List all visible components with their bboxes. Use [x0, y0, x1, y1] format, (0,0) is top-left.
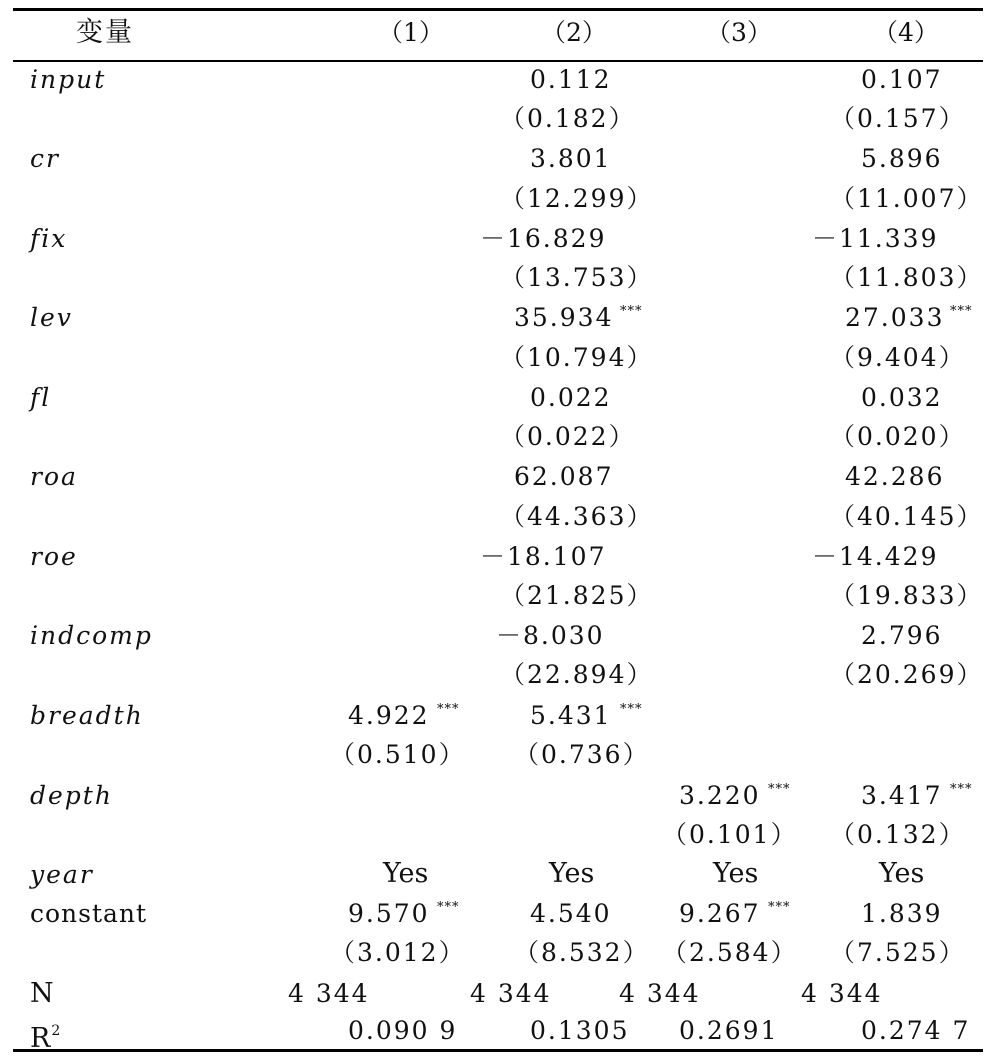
row-label-depth: depth	[30, 781, 113, 810]
input-c4: 0.107	[861, 65, 943, 94]
r2-c1: 0.090 9	[348, 1016, 458, 1045]
header-col-4: （4）	[873, 18, 939, 47]
input-c2-se: （0.182）	[500, 104, 636, 133]
year-c1: Yes	[383, 858, 429, 889]
breadth-c1: 4.922	[348, 701, 430, 730]
r2-c3: 0.2691	[679, 1016, 779, 1045]
row-label-year: year	[30, 860, 94, 889]
constant-c1-stars: ***	[437, 900, 460, 915]
roa-c2-se: （44.363）	[500, 502, 654, 531]
lev-c4: 27.033	[845, 303, 945, 332]
fl-c2: 0.022	[530, 383, 612, 412]
fix-c2-se: （13.753）	[500, 263, 654, 292]
top-rule	[13, 8, 983, 11]
row-label-input: input	[30, 65, 107, 94]
roa-c4: 42.286	[845, 462, 945, 491]
year-c4: Yes	[879, 858, 925, 889]
depth-c4: 3.417	[861, 781, 943, 810]
header-col-3: （3）	[706, 18, 772, 47]
fl-c4: 0.032	[861, 383, 943, 412]
fl-c4-se: （0.020）	[830, 422, 966, 451]
n-c4: 4 344	[801, 979, 883, 1008]
year-c3: Yes	[713, 858, 759, 889]
lev-c2: 35.934	[514, 303, 614, 332]
indcomp-c4: 2.796	[861, 621, 943, 650]
n-c2: 4 344	[470, 979, 552, 1008]
lev-c4-se: （9.404）	[830, 343, 966, 372]
r2-superscript: 2	[51, 1023, 61, 1039]
input-c4-se: （0.157）	[830, 104, 966, 133]
breadth-c1-stars: ***	[437, 702, 460, 717]
lev-c2-se: （10.794）	[500, 343, 654, 372]
input-c2: 0.112	[530, 65, 612, 94]
depth-c3-stars: ***	[768, 782, 791, 797]
constant-c3-se: （2.584）	[662, 938, 798, 967]
breadth-c2-se: （0.736）	[514, 740, 650, 769]
row-label-roe: roe	[30, 542, 78, 571]
row-label-fix: fix	[30, 224, 68, 253]
fix-c2: －16.829	[480, 224, 607, 253]
depth-c4-stars: ***	[950, 782, 973, 797]
lev-c2-stars: ***	[620, 304, 643, 319]
constant-c3-stars: ***	[768, 900, 791, 915]
constant-c2-se: （8.532）	[514, 938, 650, 967]
roe-c4-se: （19.833）	[830, 581, 984, 610]
header-col-2: （2）	[541, 18, 607, 47]
row-label-fl: fl	[30, 383, 52, 412]
row-label-breadth: breadth	[30, 701, 144, 730]
cr-c2-se: （12.299）	[500, 184, 654, 213]
roa-c4-se: （40.145）	[830, 502, 984, 531]
row-label-constant: constant	[30, 899, 148, 928]
header-rule	[13, 60, 983, 62]
breadth-c1-se: （0.510）	[330, 740, 466, 769]
roe-c2-se: （21.825）	[500, 581, 654, 610]
depth-c3: 3.220	[679, 781, 761, 810]
indcomp-c2: －8.030	[496, 621, 605, 650]
r2-c4: 0.274 7	[861, 1016, 971, 1045]
n-c3: 4 344	[619, 979, 701, 1008]
fl-c2-se: （0.022）	[500, 422, 636, 451]
year-c2: Yes	[549, 858, 595, 889]
cr-c4-se: （11.007）	[830, 184, 984, 213]
indcomp-c2-se: （22.894）	[500, 660, 654, 689]
row-label-n: N	[30, 978, 54, 1009]
breadth-c2: 5.431	[530, 701, 612, 730]
n-c1: 4 344	[288, 979, 370, 1008]
roe-c2: －18.107	[480, 542, 607, 571]
constant-c4: 1.839	[861, 899, 943, 928]
constant-c4-se: （7.525）	[830, 938, 966, 967]
row-label-lev: lev	[30, 303, 73, 332]
constant-c2: 4.540	[530, 899, 612, 928]
fix-c4: －11.339	[812, 224, 939, 253]
constant-c1: 9.570	[348, 899, 430, 928]
constant-c3: 9.267	[679, 899, 761, 928]
r2-c2: 0.1305	[530, 1016, 630, 1045]
roa-c2: 62.087	[514, 462, 614, 491]
depth-c4-se: （0.132）	[830, 820, 966, 849]
roe-c4: －14.429	[812, 542, 939, 571]
row-label-cr: cr	[30, 144, 60, 173]
depth-c3-se: （0.101）	[662, 820, 798, 849]
indcomp-c4-se: （20.269）	[830, 660, 984, 689]
fix-c4-se: （11.803）	[830, 263, 984, 292]
header-col-1: （1）	[378, 18, 444, 47]
bottom-rule	[13, 1049, 983, 1052]
row-label-roa: roa	[30, 462, 78, 491]
header-variable: 变量	[76, 17, 134, 48]
cr-c2: 3.801	[530, 144, 612, 173]
r2-letter: R	[30, 1023, 51, 1054]
constant-c1-se: （3.012）	[330, 938, 466, 967]
row-label-indcomp: indcomp	[30, 621, 153, 650]
row-label-r2	[30, 1016, 60, 1054]
breadth-c2-stars: ***	[620, 702, 643, 717]
cr-c4: 5.896	[861, 144, 943, 173]
lev-c4-stars: ***	[950, 304, 973, 319]
